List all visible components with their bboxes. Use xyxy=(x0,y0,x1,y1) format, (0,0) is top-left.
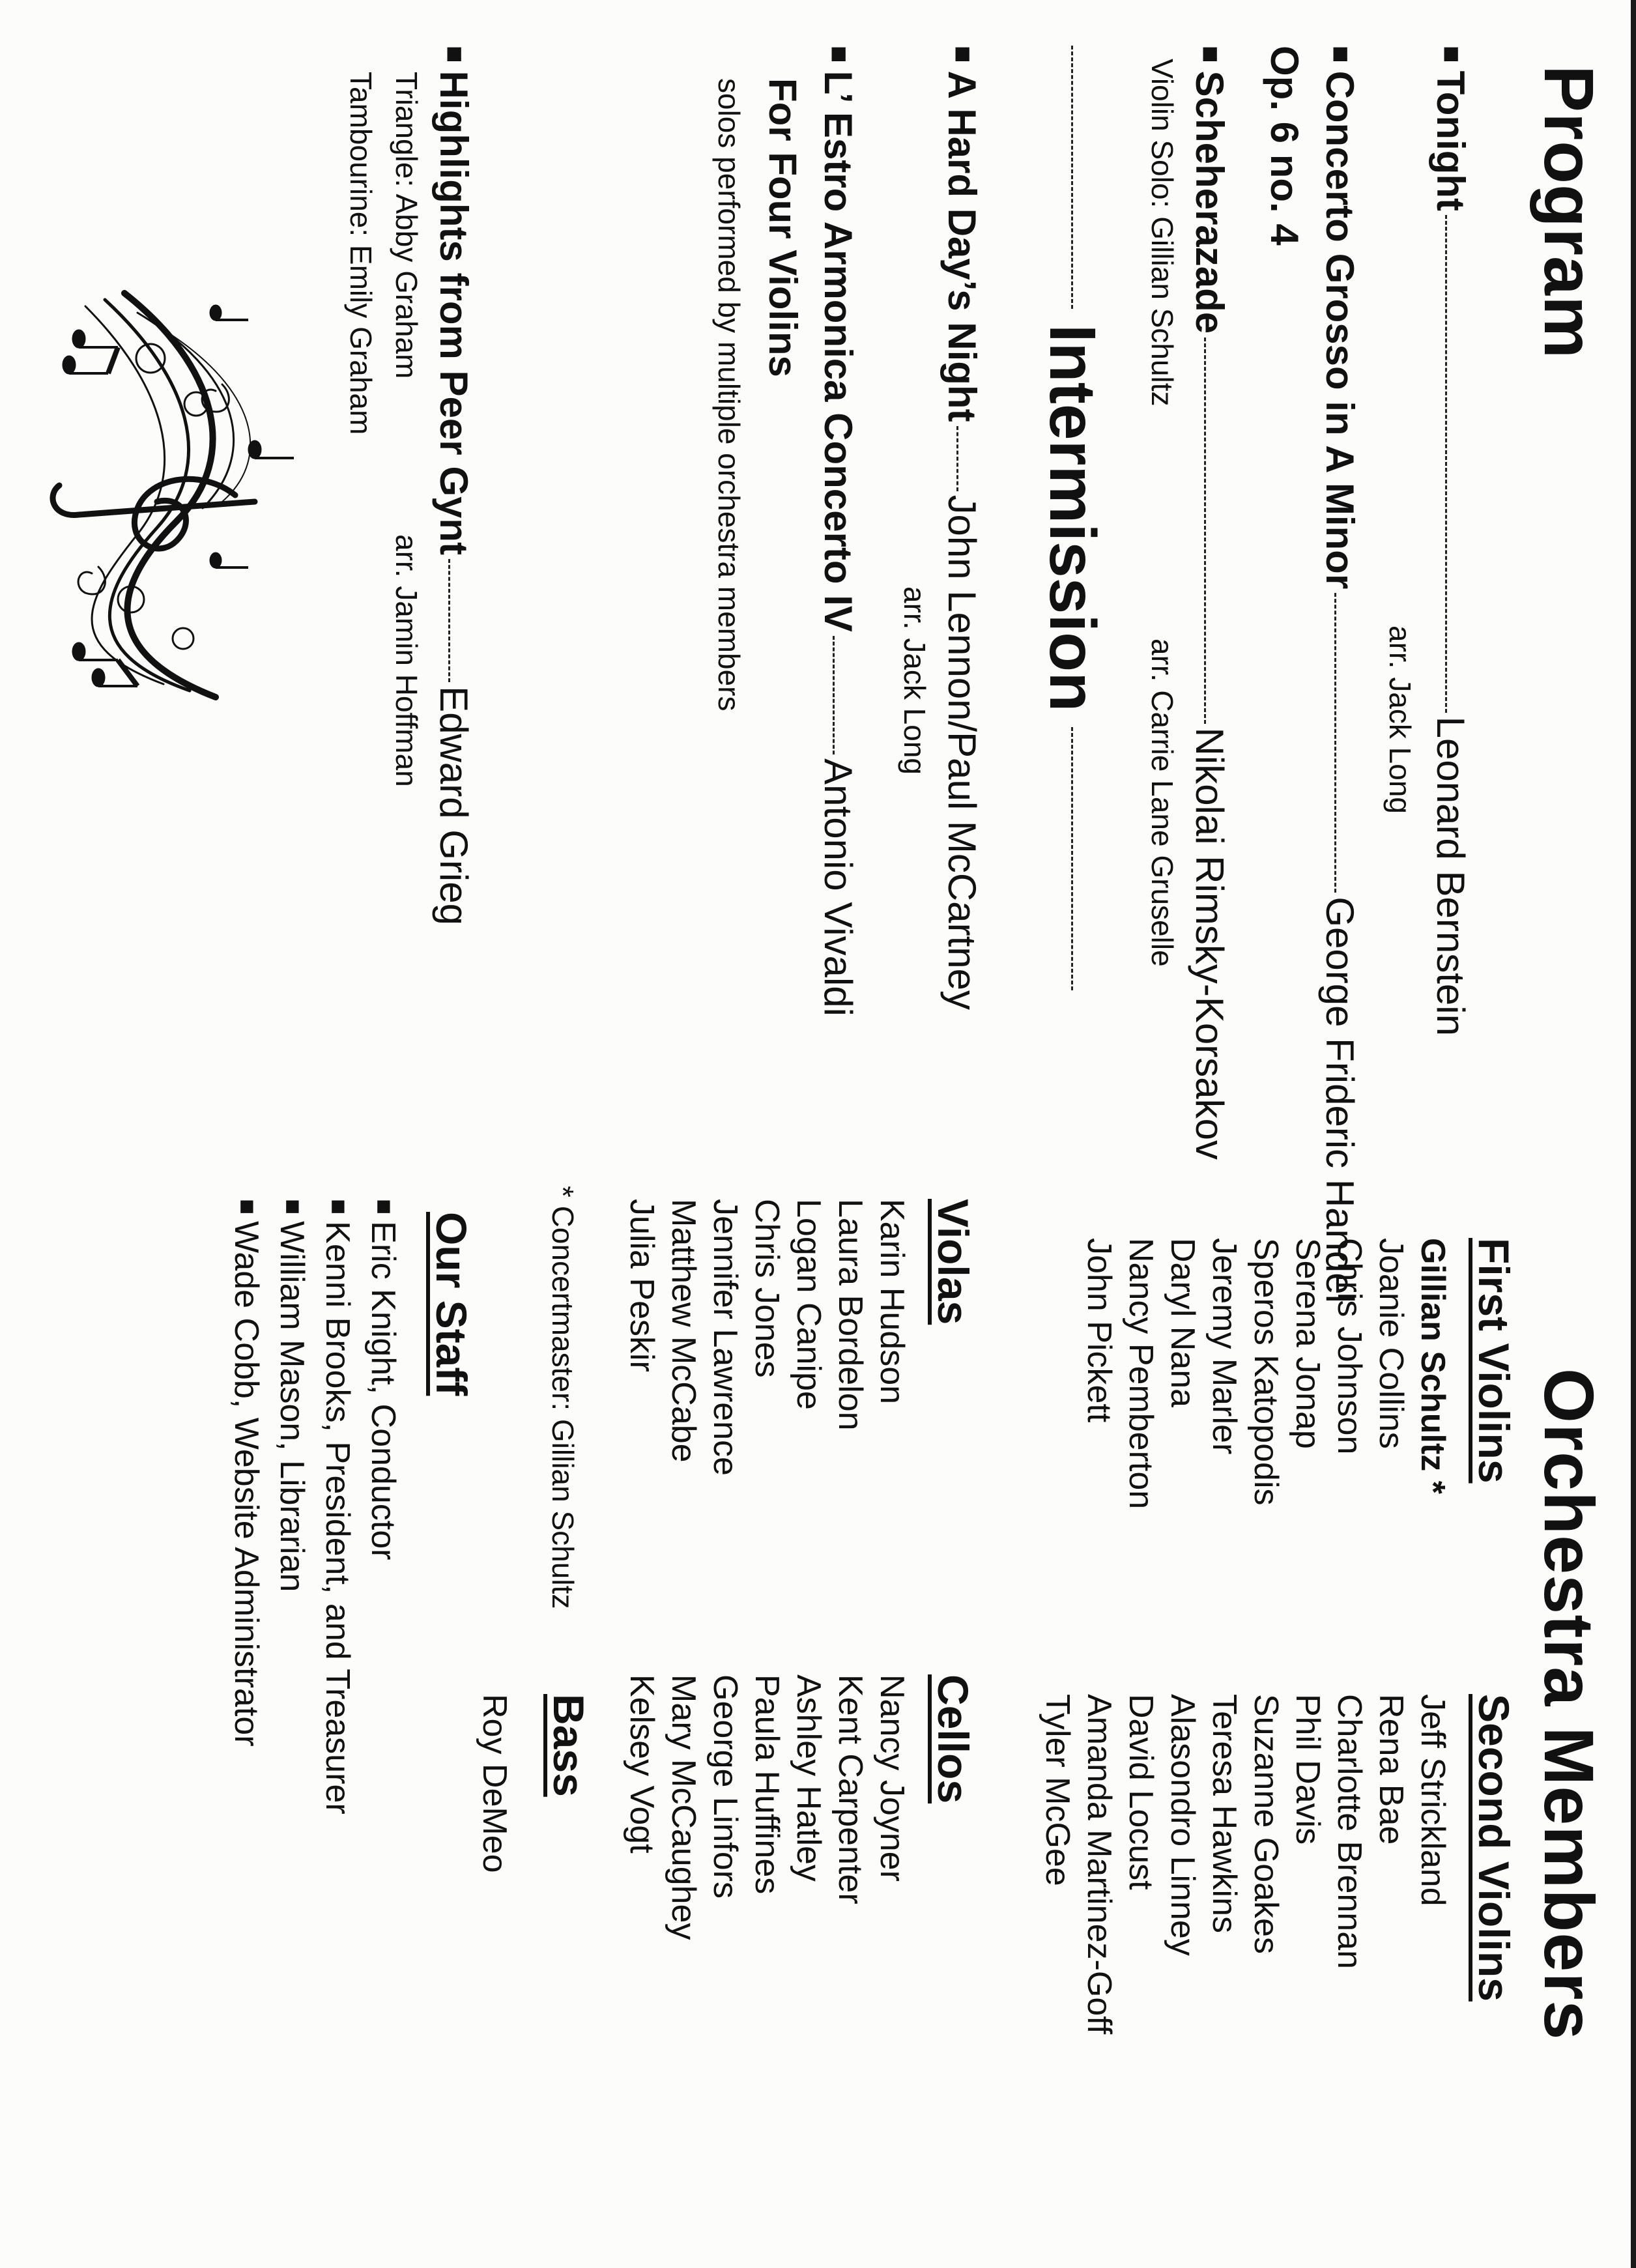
cellos-list xyxy=(621,1674,913,1940)
list-item: Karin Hudson xyxy=(873,1199,911,1405)
dotted-leader xyxy=(448,559,450,682)
piece-composer: Leonard Bernstein xyxy=(1429,716,1472,1036)
list-item: Amanda Martinez-Goff xyxy=(1080,1694,1118,2035)
piece-composer: John Lennon/Paul McCartney xyxy=(940,495,984,1010)
piece-estro-armonica xyxy=(816,46,861,1016)
list-item: Kent Carpenter xyxy=(831,1674,869,1904)
list-item: ■Kenni Brooks, President, and Treasurer xyxy=(319,1199,356,1815)
dotted-leader xyxy=(1204,337,1206,723)
list-item: George Linfors xyxy=(706,1674,744,1899)
piece-composer: Nikolai Rimsky-Korsakov xyxy=(1188,727,1231,1160)
list-item: Kelsey Vogt xyxy=(623,1674,661,1854)
program-title: Program xyxy=(1530,65,1609,360)
list-item: John Pickett xyxy=(1080,1238,1118,1423)
bullet-icon: ■ xyxy=(324,1199,353,1215)
list-item: Roy DeMeo xyxy=(476,1694,513,1873)
piece-note: solos performed by multiple orchestra members xyxy=(712,78,746,711)
piece-scheherazade xyxy=(1187,46,1232,1160)
scan-edge xyxy=(1631,0,1636,2268)
bullet-icon: ■ xyxy=(1325,46,1357,63)
bullet-icon: ■ xyxy=(1195,46,1227,63)
bass-heading: Bass xyxy=(545,1694,593,1797)
list-item: Alasondro Linney xyxy=(1164,1694,1201,1956)
list-item: Charlotte Brennan xyxy=(1330,1694,1368,1970)
list-item: Suzanne Goakes xyxy=(1247,1694,1285,1954)
dotted-leader xyxy=(1334,593,1336,893)
list-item: Mary McCaughey xyxy=(665,1674,702,1940)
bullet-icon: ■ xyxy=(233,1199,262,1215)
bullet-icon: ■ xyxy=(279,1199,308,1215)
second-violins-heading: Second Violins xyxy=(1470,1694,1518,2002)
list-item: Laura Bordelon xyxy=(831,1199,869,1431)
piece-title: Tonight xyxy=(1429,70,1472,212)
list-item: Julia Peskir xyxy=(623,1199,661,1372)
list-item: Jennifer Lawrence xyxy=(706,1199,744,1476)
list-item: ■Wade Cobb, Website Administrator xyxy=(227,1199,265,1747)
list-item: Phil Davis xyxy=(1289,1694,1327,1845)
first-violins-heading: First Violins xyxy=(1470,1238,1518,1484)
piece-arranger: arr. Jack Long xyxy=(898,586,932,775)
list-item: Jeremy Marler xyxy=(1205,1238,1243,1455)
list-item: David Locust xyxy=(1122,1694,1160,1890)
piece-arranger: arr. Carrie Lane Gruselle xyxy=(1145,639,1179,967)
bullet-icon: ■ xyxy=(1436,46,1468,63)
treble-clef-music-notes-icon xyxy=(20,287,294,704)
piece-composer: Edward Grieg xyxy=(432,686,476,925)
piece-note: Triangle: Abby Graham xyxy=(390,72,423,379)
list-item: Nancy Joyner xyxy=(873,1674,911,1882)
violas-list xyxy=(621,1199,913,1476)
piece-peer-gynt xyxy=(431,46,476,925)
list-item: Logan Canipe xyxy=(790,1199,827,1410)
bass-list xyxy=(474,1694,515,1873)
list-item: Rena Bae xyxy=(1372,1694,1410,1845)
list-item: Serena Jonap xyxy=(1289,1238,1327,1449)
violas-heading: Violas xyxy=(929,1199,977,1325)
piece-title: Highlights from Peer Gynt xyxy=(432,70,476,555)
bullet-icon: ■ xyxy=(824,46,855,63)
bullet-icon: ■ xyxy=(370,1199,399,1215)
piece-title-line2: For Four Violins xyxy=(761,78,805,377)
intermission-divider xyxy=(1030,46,1115,990)
piece-composer: Antonio Vivaldi xyxy=(816,758,860,1016)
intermission-label: Intermission xyxy=(1036,324,1110,712)
piece-title-line2: Op. 6 no. 4 xyxy=(1263,46,1306,246)
dotted-leader xyxy=(1445,215,1447,713)
staff-list xyxy=(222,1199,405,1815)
piece-composer: George Frideric Handel xyxy=(1318,897,1362,1303)
piece-note-2: Tambourine: Emily Graham xyxy=(344,72,378,435)
staff-heading: Our Staff xyxy=(427,1212,476,1396)
list-item: ■Eric Knight, Conductor xyxy=(364,1199,402,1560)
piece-arranger: arr. Jamin Hoffman xyxy=(390,534,423,787)
piece-tonight xyxy=(1428,46,1473,1036)
dashed-rule xyxy=(1072,46,1074,309)
list-item: Matthew McCabe xyxy=(665,1199,702,1463)
dotted-leader xyxy=(956,426,958,491)
list-item: Nancy Pemberton xyxy=(1122,1238,1160,1510)
piece-note: Violin Solo: Gillian Schultz xyxy=(1145,59,1179,407)
list-item: Daryl Nana xyxy=(1164,1238,1201,1408)
bullet-icon: ■ xyxy=(947,46,979,63)
first-violins-list xyxy=(1078,1238,1454,1509)
list-item: Chris Jones xyxy=(748,1199,786,1378)
piece-hard-days-night xyxy=(940,46,984,1010)
piece-title: L’ Estro Armonica Concerto IV xyxy=(816,70,860,632)
list-item: Ashley Hatley xyxy=(790,1674,827,1882)
list-item: Speros Katopodis xyxy=(1247,1238,1285,1506)
concertmaster-note: * Concertmaster: Gillian Schultz xyxy=(546,1186,580,1609)
second-violins-list xyxy=(1037,1694,1454,2034)
piece-title: Concerto Grosso in A Minor xyxy=(1318,70,1362,590)
cellos-heading: Cellos xyxy=(929,1674,977,1804)
bullet-icon: ■ xyxy=(439,46,471,63)
list-item: Jeff Strickland xyxy=(1414,1694,1452,1906)
dashed-rule xyxy=(1072,727,1074,990)
list-item: ■William Mason, Librarian xyxy=(273,1199,311,1592)
dotted-leader xyxy=(833,636,835,754)
list-item: Joanie Collins xyxy=(1372,1238,1410,1449)
list-item: Chris Johnson xyxy=(1330,1238,1368,1455)
list-item: Tyler McGee xyxy=(1039,1694,1076,1886)
list-item: Teresa Hawkins xyxy=(1205,1694,1243,1934)
orchestra-title: Orchestra Members xyxy=(1530,1368,1609,2041)
piece-concerto-grosso xyxy=(1317,46,1362,1303)
piece-title: A Hard Day’s Night xyxy=(940,70,984,422)
list-item: Gillian Schultz * xyxy=(1414,1238,1452,1494)
piece-title: Scheherazade xyxy=(1188,70,1231,334)
piece-arranger: arr. Jack Long xyxy=(1383,625,1417,814)
list-item: Paula Huffines xyxy=(748,1674,786,1895)
